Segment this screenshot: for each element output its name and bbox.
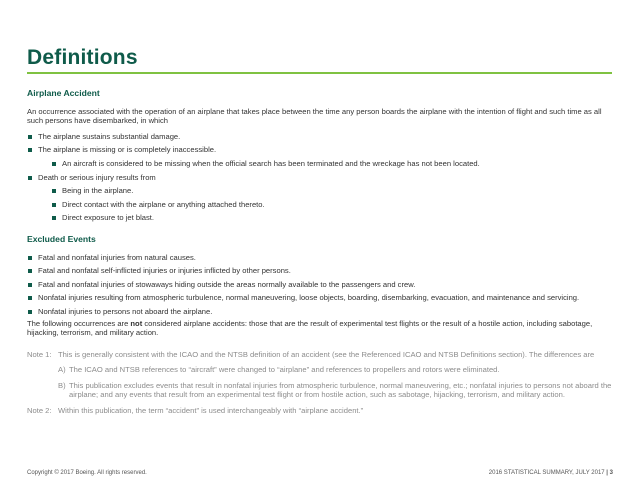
list-item-text: Nonfatal injuries to persons not aboard the airplane. [38, 306, 213, 316]
list-item [27, 145, 612, 168]
accident-criteria-list [27, 132, 612, 223]
list-item [27, 293, 612, 303]
content [27, 89, 612, 422]
page-number: 3 [609, 470, 613, 476]
excluded-events-list [27, 253, 612, 317]
list-item [27, 307, 612, 317]
note-sub-text: This publication excludes events that result in nonfatal injuries from atmospheric turbulence, normal maneuvering, etc.; nonfatal injuries to persons not aboard the airplane; and any events that result from an experimental test flight or from hostile action, such as sabotage, hijacking, terrorism, and military action. [69, 380, 612, 400]
copyright: Copyright © 2017 Boeing. All rights reserved. [27, 470, 147, 476]
airplane-accident-heading: Airplane Accident [27, 88, 100, 98]
airplane-accident-section [27, 89, 612, 223]
title-rule [27, 72, 612, 74]
note-sub-label: B) [58, 380, 66, 390]
footer-separator: | [606, 470, 608, 476]
list-item [27, 280, 612, 290]
sub-list-item [51, 200, 612, 210]
list-item [27, 173, 612, 223]
note-text: Within this publication, the term “accident” is used interchangeably with “airplane accident.” [58, 406, 364, 416]
notes-section [27, 350, 612, 416]
airplane-accident-intro: An occurrence associated with the operation of an airplane that takes place between the time any person boards the airplane with the intention of flight and such time as all such persons have disembarked, in which [27, 106, 602, 126]
footer-publication [489, 470, 613, 476]
note-1-b [58, 381, 612, 400]
list-item-text: Direct contact with the airplane or anything attached thereto. [62, 199, 265, 209]
sub-list-item [51, 213, 612, 223]
list-item-text: Death or serious injury results from [38, 172, 156, 182]
excluded-events-heading: Excluded Events [27, 233, 96, 244]
note-2 [27, 406, 612, 416]
note-text: This is generally consistent with the ICAO and the NTSB definition of an accident (see the Referenced ICAO and NTSB Definitions section). The differences are [58, 349, 595, 359]
paragraph-text: The following occurrences are [27, 318, 131, 328]
list-item-text: The airplane sustains substantial damage. [38, 131, 181, 141]
publication-title: 2016 STATISTICAL SUMMARY, JULY 2017 [488, 470, 605, 476]
note-label: Note 2: [27, 406, 52, 416]
list-item-text: The airplane is missing or is completely inaccessible. [38, 145, 217, 155]
list-item-text: Fatal and nonfatal self-inflicted injuries or injuries inflicted by other persons. [38, 266, 291, 276]
list-item-text: Nonfatal injuries resulting from atmospheric turbulence, normal maneuvering, loose objects, boarding, disembarking, evacuation, and maintenance and servicing. [38, 293, 580, 303]
list-item-text: An aircraft is considered to be missing when the official search has been terminated and the wreckage has not been located. [62, 158, 480, 168]
sub-list [51, 159, 612, 169]
paragraph-text: considered airplane accidents: those that are the result of experimental test flights or the result of a hostile action, including sabotage, hijacking, terrorism, and military action. [27, 318, 593, 338]
note-1-a [58, 365, 612, 375]
list-item-text: Fatal and nonfatal injuries of stowaways hiding outside the areas normally available to the passengers and crew. [38, 279, 416, 289]
list-item-text: Direct exposure to jet blast. [62, 213, 155, 223]
list-item [27, 253, 612, 263]
note-sub-text: The ICAO and NTSB references to “aircraft” were changed to “airplane” and references to propellers and rotors were eliminated. [69, 365, 500, 375]
page-title: Definitions [27, 46, 138, 69]
emphasis-not: not [130, 318, 143, 328]
list-item-text: Fatal and nonfatal injuries from natural causes. [38, 252, 196, 262]
sub-list-item [51, 159, 612, 169]
excluded-events-section [27, 235, 612, 338]
sub-list [51, 186, 612, 223]
not-accidents-paragraph [27, 319, 612, 338]
note-1 [27, 350, 612, 360]
note-sub-label: A) [58, 365, 66, 375]
list-item-text: Being in the airplane. [62, 186, 134, 196]
list-item [27, 132, 612, 142]
sub-list-item [51, 186, 612, 196]
list-item [27, 266, 612, 276]
note-label: Note 1: [27, 349, 52, 359]
